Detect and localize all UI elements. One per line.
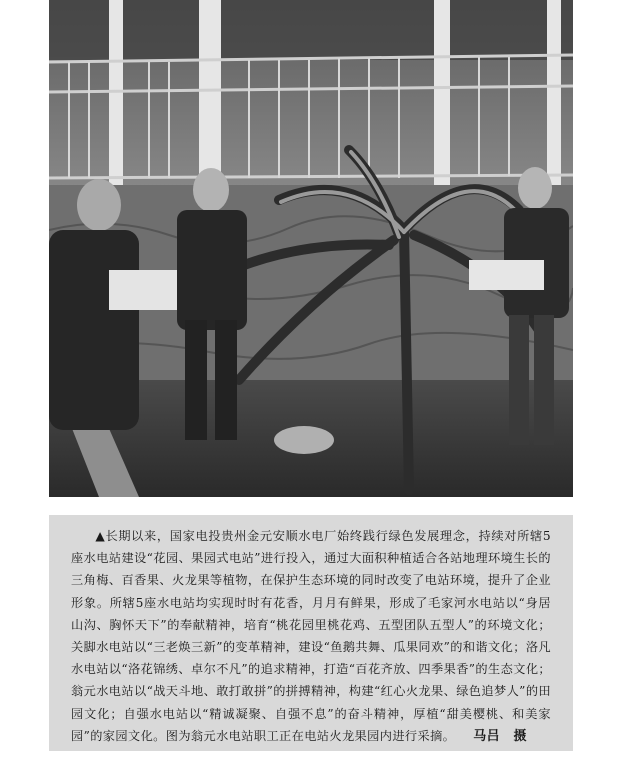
photo-caption xyxy=(71,525,551,748)
photo-credit: 马吕 摄 xyxy=(473,728,527,744)
news-photo xyxy=(49,0,573,497)
caption-marker: ▲ xyxy=(95,529,106,543)
caption-text: 长期以来，国家电投贵州金元安顺水电厂始终践行绿色发展理念，持续对所辖5座水电站建设“花园、果园式电站”进行投入，通过大面积种植适合各站地理环境生长的三角梅、百香果、火龙果等植物，在保护生态环境的同时改变了电站环境，提升了企业形象。所辖5座水电站均实现时时有花香，月月有鲜果，形成了毛家河水电站以“身居山沟、胸怀天下”的奉献精神，培育“桃花园里桃花鸡、五型团队五型人”的环境文化；关脚水电站以“三老焕三新”的变革精神，建设“鱼鹅共舞、瓜果同欢”的和谐文化；洛凡水电站以“洛花锦绣、卓尔不凡”的追求精神，打造“百花齐放、四季果香”的生态文化；翁元水电站以“战天斗地、敢打敢拼”的拼搏精神，构建“红心火龙果、绿色追梦人”的田园文化；自强水电站以“精诚凝聚、自强不息”的奋斗精神，厚植“甜美樱桃、和美家园”的家园文化。图为翁元水电站职工正在电站火龙果园内进行采摘。 xyxy=(71,529,551,743)
photo-image xyxy=(49,0,573,497)
caption-box xyxy=(49,515,573,751)
